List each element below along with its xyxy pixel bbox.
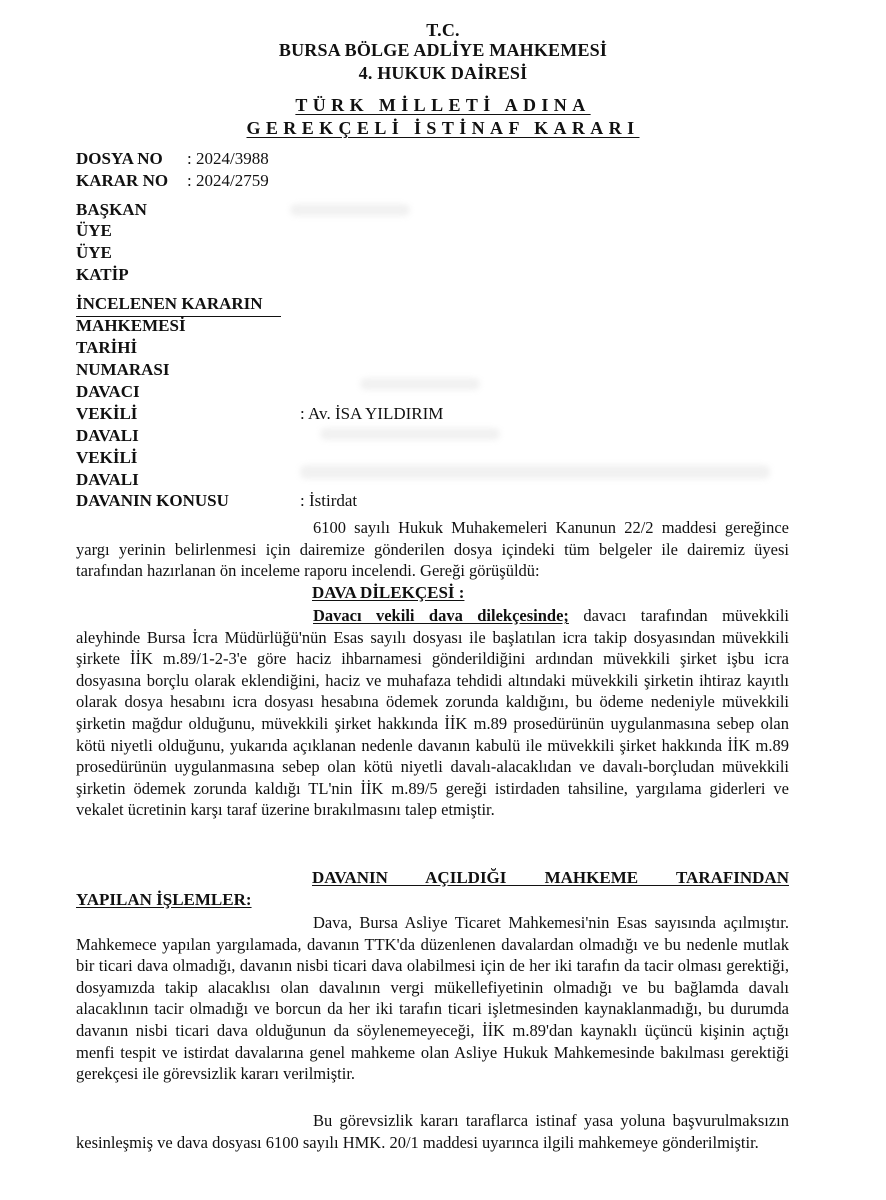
proceedings-paragraph — [76, 912, 789, 1085]
petition-lead: Davacı vekili dava dilekçesinde; — [313, 606, 569, 625]
redacted-area — [320, 428, 500, 440]
panel-uye-1: ÜYE — [76, 221, 112, 240]
header-decision-type: GEREKÇELİ İSTİNAF KARARI — [246, 118, 640, 138]
vekili-value: : Av. İSA YILDIRIM — [300, 404, 444, 423]
proceedings-text-2: Bu görevsizlik kararı taraflarca istinaf yasa yoluna başvurulmaksızın kesinleşmiş ve dava dosyası 6100 sayılı HMK. 20/1 maddesi uyarınca ilgili mahkemeye gönderilmiştir. — [76, 1111, 789, 1152]
subject-label: DAVANIN KONUSU — [76, 491, 229, 510]
field-vekili-1: VEKİLİ — [76, 404, 138, 423]
field-vekili-2: VEKİLİ — [76, 448, 138, 467]
field-tarihi: TARİHİ — [76, 338, 138, 357]
intro-text: 6100 sayılı Hukuk Muhakemeleri Kanunun 22/2 maddesi gereğince yargı yerinin belirlenmesi için dairemize gönderilen dosya içindeki tüm belgeler ile dairemiz üyesi tarafından hazırlanan ön inceleme raporu incelendi. Gereği görüşüldü: — [76, 518, 789, 581]
header-court: BURSA BÖLGE ADLİYE MAHKEMESİ — [278, 40, 608, 60]
field-davali-1: DAVALI — [76, 426, 139, 445]
field-davaci: DAVACI — [76, 382, 140, 401]
field-davali-2: DAVALI — [76, 470, 139, 489]
proceedings-paragraph-2 — [76, 1110, 789, 1153]
karar-no-label: KARAR NO — [76, 171, 169, 190]
header-tc: T.C. — [426, 20, 460, 40]
redacted-area — [300, 465, 770, 479]
reviewed-heading: İNCELENEN KARARIN — [76, 294, 263, 313]
header-nation: TÜRK MİLLETİ ADINA — [295, 95, 591, 115]
panel-katip: KATİP — [76, 265, 129, 284]
karar-no-value: : 2024/2759 — [187, 171, 269, 190]
redacted-area — [290, 204, 410, 216]
petition-paragraph — [76, 605, 789, 821]
intro-paragraph — [76, 517, 789, 582]
panel-baskan: BAŞKAN — [76, 200, 147, 219]
redacted-area — [360, 378, 480, 390]
panel-uye-2: ÜYE — [76, 243, 112, 262]
subject-value: : İstirdat — [300, 491, 358, 510]
dosya-no-value: : 2024/3988 — [187, 149, 269, 168]
petition-text: davacı tarafından müvekkili aleyhinde Bursa İcra Müdürlüğü'nün Esas sayılı dosyası ile başlatılan icra takip dosyasından müvekkili şirkete İİK m.89/1-2-3'e göre haciz ihbarnamesi gönderildiğini ardından müvekkili şirket işbu icra dosyasına borçlu olarak eklendiğini, haciz ve muhafaza tehdidi altındaki müvekkili şirketin ihtiraz kayıtlı olarak dosya hesabını icra dosyası hesabına ödemek zorunda kaldığını, bu ödeme nedeniyle müvekkili şirketin mağdur olduğunu, müvekkili şirket hakkında İİK m.89 prosedürünün uygulanmasına sebep olan kötü niyetli olduğunu, yukarıda açıklanan nedenle davanın kabulü ile müvekkili şirket hakkında İİK m.89 prosedürünün uygulanmasına sebep olan kötü niyetli davalı-alacaklıdan ve davalı-borçludan müvekkili şirketin ödemek zorunda kaldığı TL'nin İİK m.89/5 gereği istirdaden tahsiline, yargılama giderleri ve vekalet ücretinin karşı taraf üzerine bırakılmasını talep etmiştir. — [76, 606, 790, 820]
dosya-no-label: DOSYA NO — [76, 149, 163, 168]
field-mahkemesi: MAHKEMESİ — [76, 316, 186, 335]
header-chamber: 4. HUKUK DAİRESİ — [358, 63, 528, 83]
proceedings-heading-part2: YAPILAN İŞLEMLER: — [76, 890, 252, 909]
proceedings-text: Dava, Bursa Asliye Ticaret Mahkemesi'nin Esas sayısında açılmıştır. Mahkemece yapılan yargılamada, davanın TTK'da düzenlenen davalardan olmadığı ve bu nedenle mutlak bir ticari dava olmadığı, davanın nisbi ticari dava olabilmesi için de her iki tarafın da tacir olması gerektiği, dosyamızda takip alacaklısı olan davalının vergi mükellefiyetinin olmadığı ve bu bağlamda davalı alacaklının tacir olmadığı ve borcun da her iki tarafın ticari işletmesinden kaynaklanmadığı, bu durumda davanın nisbi ticari dava olduğunun da söylenemeyeceği, İİK m.89'dan kaynaklı üçüncü kişinin açtığı menfi tespit ve istirdat davalarına genel mahkeme olan Asliye Hukuk Mahkemesinde bakılması gerektiği gerekçesi ile görevsizlik kararı verilmiştir. — [76, 913, 789, 1084]
petition-heading: DAVA DİLEKÇESİ : — [312, 583, 465, 602]
proceedings-heading-part1: DAVANIN AÇILDIĞI MAHKEME TARAFINDAN — [312, 868, 789, 887]
field-numarasi: NUMARASI — [76, 360, 170, 379]
